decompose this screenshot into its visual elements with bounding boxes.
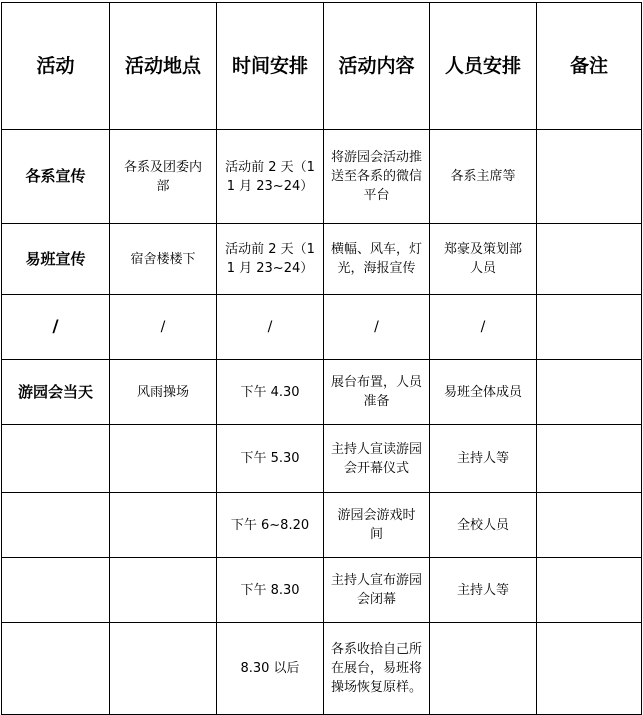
cell-content: 展台布置，人员准备 [324, 360, 430, 425]
cell-content: / [324, 295, 430, 360]
cell-location [110, 493, 217, 558]
cell-activity [2, 623, 110, 715]
header-time: 时间安排 [217, 3, 324, 130]
cell-location [110, 425, 217, 493]
cell-time: 活动前 2 天（11 月 23~24） [217, 130, 324, 224]
cell-note [537, 224, 642, 295]
cell-location: 各系及团委内部 [110, 130, 217, 224]
table-row [2, 360, 642, 425]
cell-staff: 郑豪及策划部人员 [430, 224, 537, 295]
table-row [2, 425, 642, 493]
cell-activity: / [2, 295, 110, 360]
table-row [2, 558, 642, 623]
cell-activity: 游园会当天 [2, 360, 110, 425]
table-row [2, 623, 642, 715]
header-staff: 人员安排 [430, 3, 537, 130]
cell-time: 下午 6~8.20 [217, 493, 324, 558]
cell-staff: 全校人员 [430, 493, 537, 558]
cell-content: 将游园会活动推送至各系的微信平台 [324, 130, 430, 224]
cell-staff: 主持人等 [430, 425, 537, 493]
cell-note [537, 130, 642, 224]
table-row [2, 130, 642, 224]
cell-staff: / [430, 295, 537, 360]
cell-time: 下午 5.30 [217, 425, 324, 493]
cell-location: / [110, 295, 217, 360]
cell-location [110, 558, 217, 623]
cell-time: 下午 8.30 [217, 558, 324, 623]
table-row [2, 493, 642, 558]
cell-content: 横幅、风车，灯光，海报宣传 [324, 224, 430, 295]
activity-schedule-table [1, 2, 642, 715]
cell-content: 各系收拾自己所在展台，易班将操场恢复原样。 [324, 623, 430, 715]
header-location: 活动地点 [110, 3, 217, 130]
cell-content: 主持人宣布游园会闭幕 [324, 558, 430, 623]
cell-location: 宿舍楼楼下 [110, 224, 217, 295]
cell-content: 游园会游戏时间 [324, 493, 430, 558]
header-row [2, 3, 642, 130]
cell-activity [2, 425, 110, 493]
cell-time: 8.30 以后 [217, 623, 324, 715]
cell-note [537, 558, 642, 623]
cell-activity: 各系宣传 [2, 130, 110, 224]
cell-staff [430, 623, 537, 715]
cell-staff: 易班全体成员 [430, 360, 537, 425]
cell-activity: 易班宣传 [2, 224, 110, 295]
cell-content: 主持人宣读游园会开幕仪式 [324, 425, 430, 493]
header-activity: 活动 [2, 3, 110, 130]
cell-staff: 主持人等 [430, 558, 537, 623]
cell-note [537, 295, 642, 360]
cell-note [537, 360, 642, 425]
cell-staff: 各系主席等 [430, 130, 537, 224]
cell-location [110, 623, 217, 715]
cell-location: 风雨操场 [110, 360, 217, 425]
cell-time: 活动前 2 天（11 月 23~24） [217, 224, 324, 295]
cell-note [537, 425, 642, 493]
header-note: 备注 [537, 3, 642, 130]
cell-time: / [217, 295, 324, 360]
cell-time: 下午 4.30 [217, 360, 324, 425]
cell-note [537, 623, 642, 715]
cell-note [537, 493, 642, 558]
cell-activity [2, 493, 110, 558]
header-content: 活动内容 [324, 3, 430, 130]
table-row [2, 295, 642, 360]
cell-activity [2, 558, 110, 623]
table-row [2, 224, 642, 295]
